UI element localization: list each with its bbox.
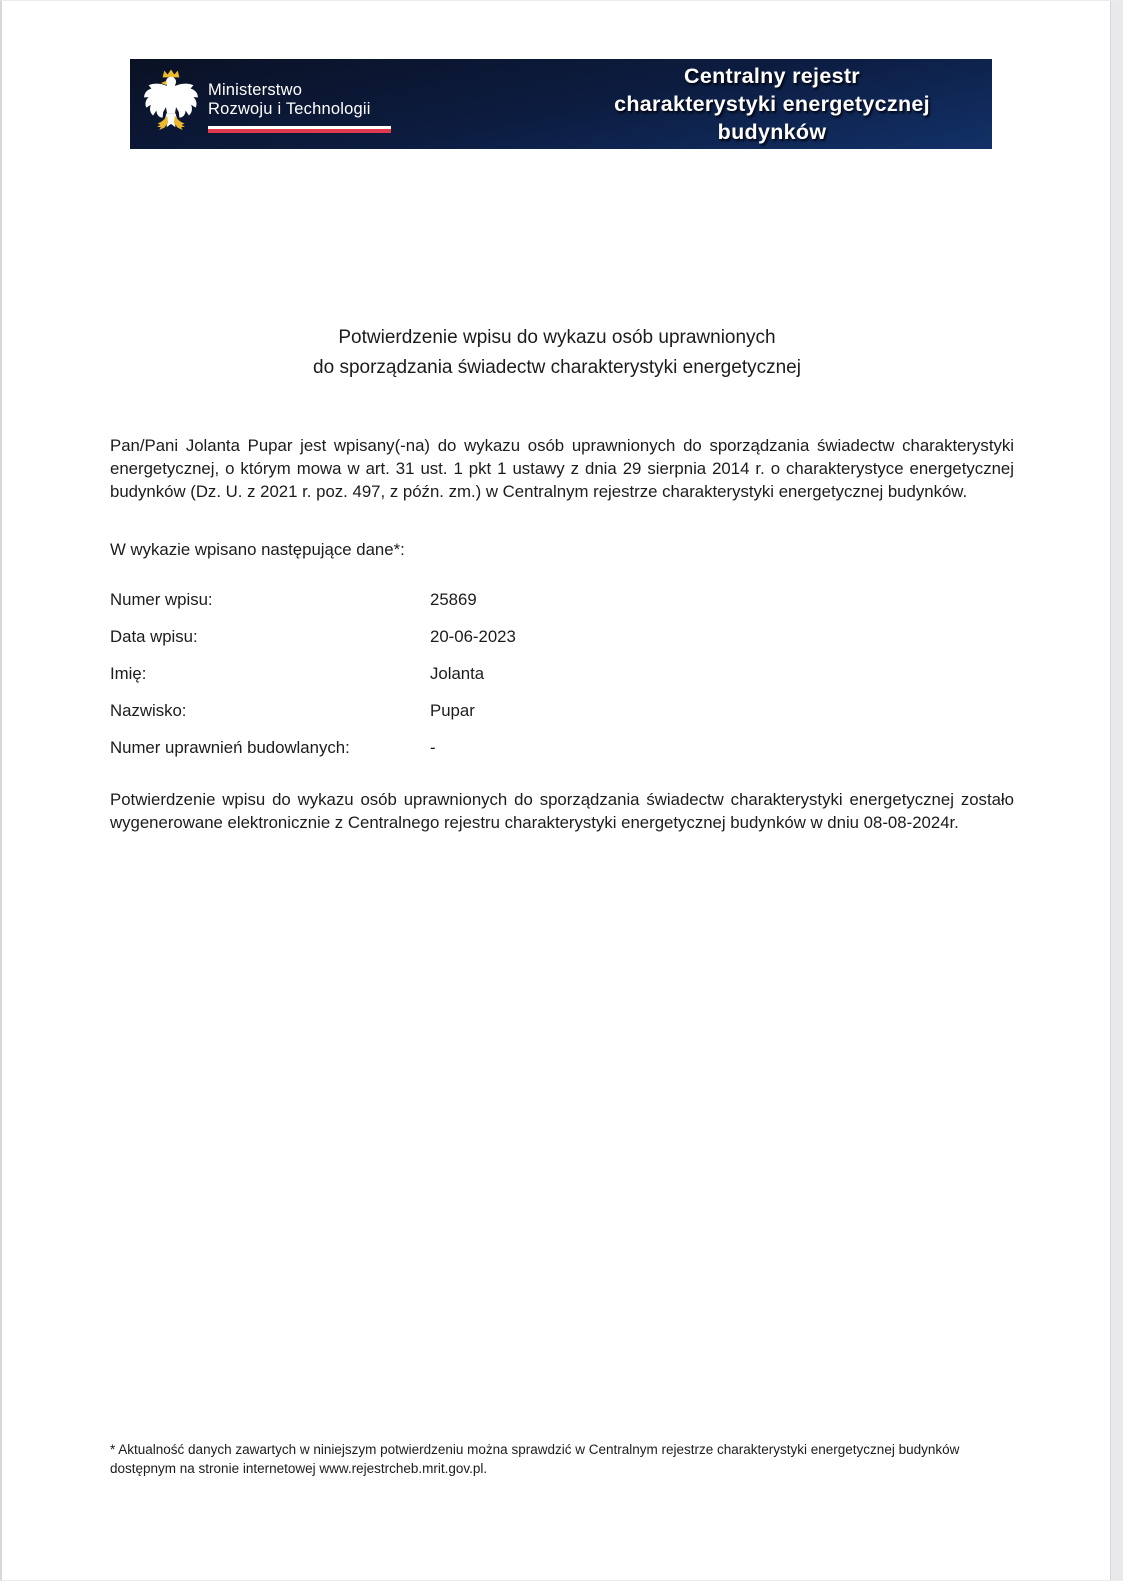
field-row-numer-wpisu <box>110 581 1014 618</box>
field-label: Nazwisko: <box>110 700 187 720</box>
field-value: Jolanta <box>430 663 485 683</box>
document-title-line1: Potwierdzenie wpisu do wykazu osób uprawnionych <box>338 327 776 348</box>
field-value: 25869 <box>430 589 477 609</box>
ministry-name <box>208 68 391 136</box>
field-value: - <box>430 737 436 757</box>
register-title-line2: charakterystyki energetycznej <box>614 92 930 116</box>
field-label: Data wpisu: <box>110 626 198 646</box>
register-title-line1: Centralny rejestr <box>684 64 860 88</box>
page-right-edge-strip <box>1110 1 1123 1580</box>
polish-eagle-icon <box>143 68 199 136</box>
field-row-data-wpisu <box>110 618 1014 655</box>
registry-data-list <box>110 581 1014 766</box>
confirmation-paragraph: Potwierdzenie wpisu do wykazu osób uprawnionych do sporządzania świadectw charakterystyki energetycznej zostało wygenerowane elektronicznie z Centralnego rejestru charakterystyki energetycznej budynków w dniu 08-08-2024r. <box>110 790 1014 832</box>
register-title-line3: budynków <box>717 120 827 144</box>
register-title <box>558 62 986 146</box>
ministry-brand <box>143 68 391 136</box>
field-label: Numer uprawnień budowlanych: <box>110 737 350 757</box>
field-value: Pupar <box>430 700 475 720</box>
field-row-imie <box>110 655 1014 692</box>
flag-red-bar <box>208 129 391 134</box>
field-row-numer-uprawnien <box>110 729 1014 766</box>
poland-flag-stripe <box>208 126 391 133</box>
header-banner <box>130 59 992 149</box>
field-label: Imię: <box>110 663 147 683</box>
ministry-name-line1: Ministerstwo <box>208 81 303 99</box>
ministry-name-line2: Rozwoju i Technologii <box>208 99 371 118</box>
field-row-nazwisko <box>110 692 1014 729</box>
document-title-line2: do sporządzania świadectw charakterystyki energetycznej <box>313 357 801 378</box>
document-title <box>12 323 1102 383</box>
intro-paragraph: Pan/Pani Jolanta Pupar jest wpisany(-na) do wykazu osób uprawnionych do sporządzania świadectw charakterystyki energetycznej, o którym mowa w art. 31 ust. 1 pkt 1 ustawy z dnia 29 sierpnia 2014 r. o charakterystyce energetycznej budynków (Dz. U. z 2021 r. poz. 497, z późn. zm.) w Centralnym rejestrze charakterystyki energetycznej budynków. <box>110 436 1014 501</box>
field-label: Numer wpisu: <box>110 589 213 609</box>
field-value: 20-06-2023 <box>430 626 516 646</box>
list-intro-text: W wykazie wpisano następujące dane*: <box>110 540 405 559</box>
footnote-text: * Aktualność danych zawartych w niniejszym potwierdzeniu można sprawdzić w Centralnym rejestrze charakterystyki energetycznej budynków dostępnym na stronie internetowej www.rejestrcheb.mrit.gov.pl. <box>110 1442 960 1476</box>
